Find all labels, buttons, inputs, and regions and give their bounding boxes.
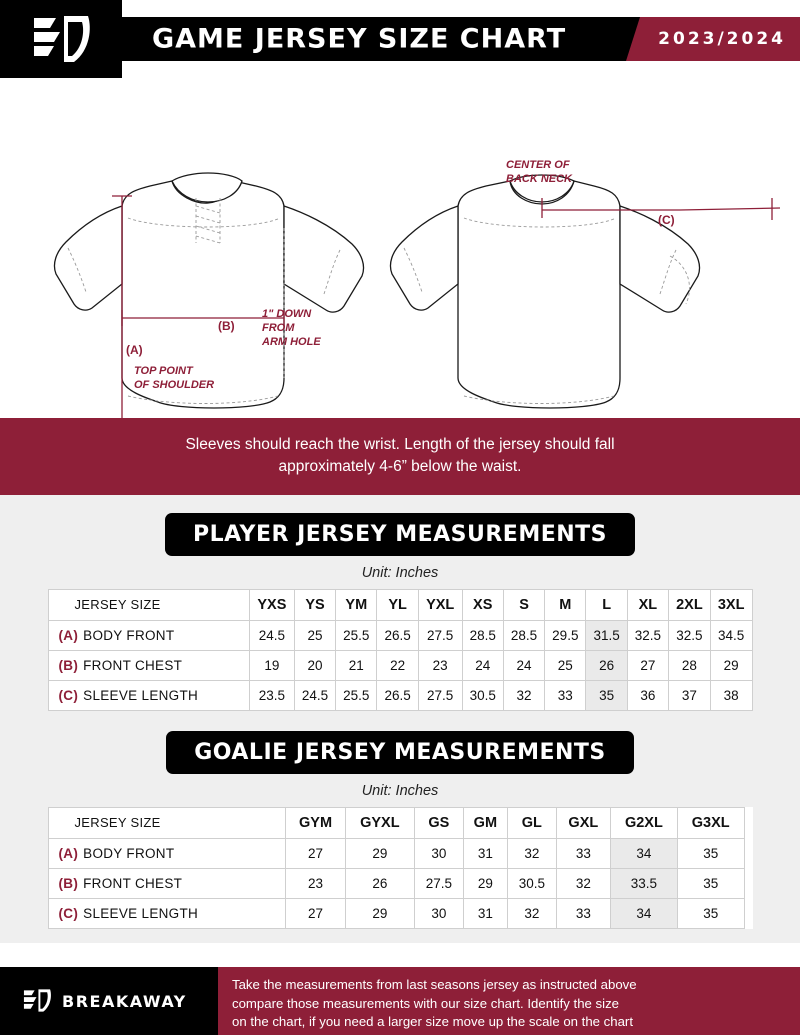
dim-a-tag: (A) bbox=[126, 343, 143, 357]
row-label bbox=[48, 650, 249, 680]
note-line-1: Sleeves should reach the wrist. Length of the jersey should fall bbox=[185, 436, 615, 453]
cell: 33 bbox=[545, 680, 586, 710]
dim-b-label-2: FROM bbox=[262, 322, 295, 334]
cell: 26.5 bbox=[377, 620, 418, 650]
table-row bbox=[48, 620, 752, 650]
col-header: GM bbox=[463, 807, 507, 838]
goalie-unit-label: Unit: Inches bbox=[361, 782, 439, 799]
dim-b-tag: (B) bbox=[218, 319, 235, 333]
table-row bbox=[48, 680, 752, 710]
table-row bbox=[48, 838, 752, 868]
cell: 36 bbox=[627, 680, 668, 710]
dim-b-label-1: 1" DOWN bbox=[262, 308, 312, 320]
dim-b-label-3: ARM HOLE bbox=[262, 336, 321, 348]
spacer bbox=[744, 838, 752, 868]
footer-line-2: compare those measurements with our size chart. Identify the size bbox=[232, 995, 620, 1011]
spacer bbox=[744, 868, 752, 898]
row-tag: (A) bbox=[58, 627, 79, 643]
cell: 34 bbox=[610, 838, 677, 868]
footer-line-1: Take the measurements from last seasons jersey as instructed above bbox=[232, 977, 637, 992]
dim-c-label-1: CENTER OF bbox=[506, 159, 570, 171]
goalie-section bbox=[0, 713, 800, 943]
cell: 32 bbox=[507, 838, 556, 868]
cell: 25 bbox=[545, 650, 586, 680]
cell: 32 bbox=[503, 680, 544, 710]
cell: 37 bbox=[669, 680, 711, 710]
row-tag: (B) bbox=[58, 657, 79, 673]
table-row bbox=[48, 650, 752, 680]
row-tag: (C) bbox=[58, 687, 79, 703]
row-name: SLEEVE LENGTH bbox=[83, 905, 199, 921]
cell: 30.5 bbox=[462, 680, 503, 710]
page-title: GAME JERSEY SIZE CHART bbox=[152, 23, 567, 55]
cell: 32.5 bbox=[627, 620, 668, 650]
col-header: 2XL bbox=[669, 589, 711, 620]
dim-a-label-2: OF SHOULDER bbox=[134, 379, 215, 391]
cell: 27 bbox=[627, 650, 668, 680]
footer-instructions bbox=[218, 967, 800, 1035]
cell: 23.5 bbox=[249, 680, 294, 710]
cell: 28 bbox=[669, 650, 711, 680]
note-line-2: approximately 4-6” below the waist. bbox=[278, 458, 522, 476]
col-header: GXL bbox=[556, 807, 610, 838]
jersey-back-view bbox=[390, 159, 780, 408]
cell: 23 bbox=[418, 650, 462, 680]
cell: 35 bbox=[586, 680, 627, 710]
row-label bbox=[48, 680, 249, 710]
logo-box bbox=[0, 0, 122, 78]
cell: 31 bbox=[463, 898, 507, 928]
cell: 26 bbox=[345, 868, 414, 898]
row-tag: (B) bbox=[58, 875, 79, 891]
cell: 29.5 bbox=[545, 620, 586, 650]
goalie-measurements-table bbox=[48, 807, 753, 929]
cell: 31.5 bbox=[586, 620, 627, 650]
dim-c-label-2: BACK NECK bbox=[506, 173, 572, 185]
col-header: L bbox=[586, 589, 627, 620]
cell: 35 bbox=[677, 838, 744, 868]
row-label bbox=[48, 620, 249, 650]
jersey-front-view bbox=[54, 173, 363, 418]
page-header bbox=[0, 0, 800, 78]
player-unit-label: Unit: Inches bbox=[361, 564, 439, 581]
cell: 30.5 bbox=[507, 868, 556, 898]
col-header: G2XL bbox=[610, 807, 677, 838]
cell: 32 bbox=[507, 898, 556, 928]
cell: 24.5 bbox=[294, 680, 335, 710]
table-row bbox=[48, 898, 752, 928]
row-name: BODY FRONT bbox=[83, 627, 175, 643]
spacer bbox=[744, 898, 752, 928]
col-header: YXL bbox=[418, 589, 462, 620]
col-header: YS bbox=[294, 589, 335, 620]
page-footer bbox=[0, 967, 800, 1035]
col-header: GL bbox=[507, 807, 556, 838]
col-header: YL bbox=[377, 589, 418, 620]
dim-c-tag: (C) bbox=[658, 213, 675, 227]
breakaway-b-logo-icon bbox=[30, 16, 92, 64]
col-header: S bbox=[503, 589, 544, 620]
cell: 25.5 bbox=[336, 680, 377, 710]
spacer bbox=[744, 807, 752, 838]
cell: 27 bbox=[286, 898, 345, 928]
dim-a-label-1: TOP POINT bbox=[134, 365, 193, 377]
cell: 22 bbox=[377, 650, 418, 680]
col-header: YM bbox=[336, 589, 377, 620]
cell: 32 bbox=[556, 868, 610, 898]
cell: 26 bbox=[586, 650, 627, 680]
col-header: GS bbox=[415, 807, 464, 838]
table-row bbox=[48, 868, 752, 898]
table-header-row bbox=[48, 807, 752, 838]
player-section-heading: PLAYER JERSEY MEASUREMENTS bbox=[165, 513, 635, 556]
cell: 29 bbox=[345, 898, 414, 928]
cell: 35 bbox=[677, 868, 744, 898]
cell: 24 bbox=[503, 650, 544, 680]
row-label bbox=[48, 868, 286, 898]
player-section bbox=[0, 495, 800, 713]
player-measurements-table bbox=[48, 589, 753, 711]
cell: 32.5 bbox=[669, 620, 711, 650]
jersey-illustration bbox=[0, 78, 800, 418]
col-header: 3XL bbox=[710, 589, 752, 620]
cell: 26.5 bbox=[377, 680, 418, 710]
col-header: G3XL bbox=[677, 807, 744, 838]
goalie-section-heading: GOALIE JERSEY MEASUREMENTS bbox=[166, 731, 634, 774]
cell: 27 bbox=[286, 838, 345, 868]
cell: 29 bbox=[463, 868, 507, 898]
cell: 29 bbox=[345, 838, 414, 868]
cell: 31 bbox=[463, 838, 507, 868]
col-header: XL bbox=[627, 589, 668, 620]
row-name: BODY FRONT bbox=[83, 845, 175, 861]
cell: 25.5 bbox=[336, 620, 377, 650]
row-name: FRONT CHEST bbox=[83, 875, 183, 891]
cell: 33 bbox=[556, 898, 610, 928]
cell: 30 bbox=[415, 898, 464, 928]
col-header: GYXL bbox=[345, 807, 414, 838]
row-tag: (A) bbox=[58, 845, 79, 861]
cell: 29 bbox=[710, 650, 752, 680]
cell: 27.5 bbox=[418, 680, 462, 710]
cell: 33 bbox=[556, 838, 610, 868]
cell: 30 bbox=[415, 838, 464, 868]
season-badge: 2023/2024 bbox=[640, 17, 800, 61]
cell: 27.5 bbox=[418, 620, 462, 650]
cell: 28.5 bbox=[462, 620, 503, 650]
table-header-row bbox=[48, 589, 752, 620]
col-header: YXS bbox=[249, 589, 294, 620]
goalie-size-header: JERSEY SIZE bbox=[48, 807, 286, 838]
cell: 21 bbox=[336, 650, 377, 680]
note-banner bbox=[0, 418, 800, 495]
row-name: SLEEVE LENGTH bbox=[83, 687, 199, 703]
title-bar bbox=[122, 17, 800, 61]
cell: 27.5 bbox=[415, 868, 464, 898]
row-label bbox=[48, 838, 286, 868]
player-size-header: JERSEY SIZE bbox=[48, 589, 249, 620]
cell: 19 bbox=[249, 650, 294, 680]
col-header: GYM bbox=[286, 807, 345, 838]
footer-line-3: on the chart, if you need a larger size move up the scale on the chart bbox=[232, 1014, 633, 1030]
row-name: FRONT CHEST bbox=[83, 657, 183, 673]
col-header: XS bbox=[462, 589, 503, 620]
cell: 20 bbox=[294, 650, 335, 680]
cell: 34 bbox=[610, 898, 677, 928]
breakaway-b-logo-icon bbox=[22, 984, 52, 1018]
cell: 24 bbox=[462, 650, 503, 680]
cell: 35 bbox=[677, 898, 744, 928]
cell: 25 bbox=[294, 620, 335, 650]
footer-brand-name: BREAKAWAY bbox=[62, 991, 187, 1011]
cell: 38 bbox=[710, 680, 752, 710]
col-header: M bbox=[545, 589, 586, 620]
row-label bbox=[48, 898, 286, 928]
footer-brand-block bbox=[0, 967, 218, 1035]
row-tag: (C) bbox=[58, 905, 79, 921]
cell: 33.5 bbox=[610, 868, 677, 898]
cell: 34.5 bbox=[710, 620, 752, 650]
cell: 23 bbox=[286, 868, 345, 898]
cell: 24.5 bbox=[249, 620, 294, 650]
cell: 28.5 bbox=[503, 620, 544, 650]
